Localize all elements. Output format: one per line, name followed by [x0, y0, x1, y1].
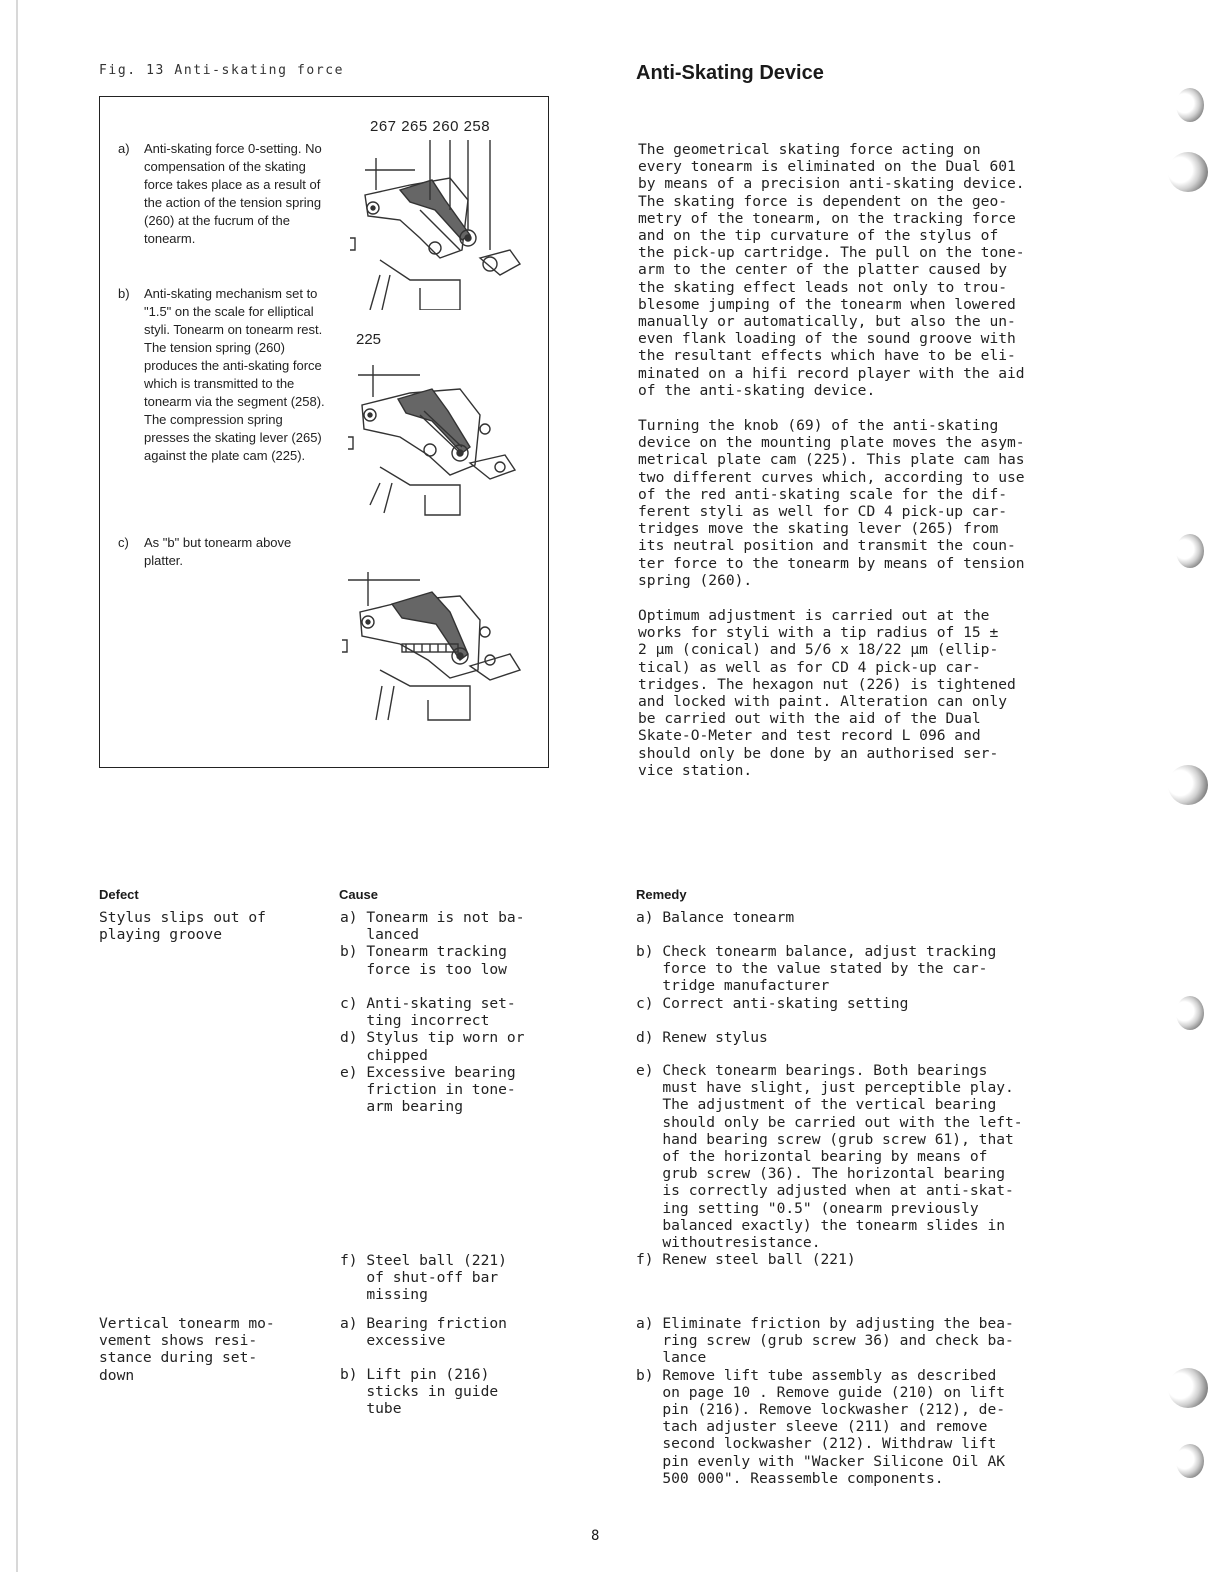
defect-2: Vertical tonearm mo- vement shows resi- stance during set- down	[99, 1315, 275, 1384]
part-number-225: 225	[356, 331, 382, 348]
header-defect: Defect	[99, 887, 139, 902]
section-title: Anti-Skating Device	[636, 62, 824, 84]
binder-hole	[1176, 1444, 1204, 1478]
figure-caption: Fig. 13 Anti-skating force	[99, 63, 345, 78]
item-label: b)	[118, 286, 130, 301]
remedy-1-ef: e) Check tonearm bearings. Both bearings must have slight, just perceptible play. The adjustment of the vertical bearing should only be carried out with the left- hand bearing screw (grub screw 61), that of the horizontal bearing by means of grub screw (36). The horizontal bearing is correctly adjusted when at anti-skat- ing setting "0.5" (onearm previously balanced exactly) the tonearm slides in withoutresistance. f) Renew steel ball (221)	[636, 1062, 1023, 1269]
cause-1-f: f) Steel ball (221) of shut-off bar missing	[340, 1252, 507, 1304]
item-label: c)	[118, 535, 129, 550]
page-number: 8	[591, 1528, 600, 1544]
paragraph-3: Optimum adjustment is carried out at the works for styli with a tip radius of 15 ± 2 µm (conical) and 5/6 x 18/22 µm (ellip- tical) as well as for CD 4 pick-up car- tridges. The hexagon nut (226) is tightened and locked with paint. Alteration can only be carried out with the aid of the Dual Skate-O-Meter and test record L 096 and should only be done by an authorised ser- vice station.	[638, 607, 1016, 779]
mechanism-drawing-b	[340, 355, 540, 525]
mechanism-drawing-c	[340, 570, 540, 740]
cause-1-cde: c) Anti-skating set- ting incorrect d) Stylus tip worn or chipped e) Excessive bearing friction in tone- arm bearing	[340, 995, 525, 1116]
header-cause: Cause	[339, 887, 379, 902]
item-text: As "b" but tonearm above platter.	[144, 535, 292, 568]
item-text: Anti-skating force 0-setting. No compensation of the skating force takes place as a result of the action of the tension spring (260) at the fucrum of the tonearm.	[144, 141, 322, 246]
remedy-1-d: d) Renew stylus	[636, 1029, 768, 1046]
mechanism-drawing-a	[340, 140, 540, 310]
figure-item-c	[118, 534, 328, 570]
binder-hole	[1168, 765, 1208, 805]
item-label: a)	[118, 141, 130, 156]
item-text: Anti-skating mechanism set to "1.5" on the scale for elliptical styli. Tonearm on tonearm rest. The tension spring (260) produces the anti-skating force which is transmitted to the tonearm via the segment (258). The compression spring presses the skating lever (265) against the plate cam (225).	[144, 286, 325, 463]
header-remedy: Remedy	[636, 887, 687, 902]
paragraph-1: The geometrical skating force acting on every tonearm is eliminated on the Dual 601 by means of a precision anti-skating device. The skating force is dependent on the geo- metry of the tonearm, on the tracking force and on the tip curvature of the stylus of the pick-up cartridge. The pull on the tone- arm to the center of the platter caused by the skating effect leads not only to trou- blesome jumping of the tonearm when lowered manually or automatically, but also the un- even flank loading of the sound groove with the resultant effects which have to be eli- minated on a hifi record player with the aid of the anti-skating device.	[638, 141, 1025, 399]
defect-1: Stylus slips out of playing groove	[99, 909, 266, 944]
cause-1-ab: a) Tonearm is not ba- lanced b) Tonearm tracking force is too low	[340, 909, 525, 978]
remedy-1-a: a) Balance tonearm	[636, 909, 795, 926]
binder-hole	[1168, 1368, 1208, 1408]
binder-hole	[1176, 996, 1204, 1030]
cause-2-b: b) Lift pin (216) sticks in guide tube	[340, 1366, 499, 1418]
remedy-1-bc: b) Check tonearm balance, adjust tracking force to the value stated by the car- tridge manufacturer c) Correct anti-skating setting	[636, 943, 997, 1012]
figure-item-a	[118, 140, 328, 248]
cause-2-a: a) Bearing friction excessive	[340, 1315, 507, 1350]
page-edge	[16, 0, 18, 1572]
paragraph-2: Turning the knob (69) of the anti-skating device on the mounting plate moves the asym- metrical plate cam (225). This plate cam has two different curves which, according to use of the red anti-skating scale for the dif- ferent styli as well for CD 4 pick-up car- tridges move the skating lever (265) from its neutral position and transmit the coun- ter force to the tonearm by means of tension spring (260).	[638, 417, 1025, 589]
binder-hole	[1176, 534, 1204, 568]
figure-item-b	[118, 285, 328, 465]
binder-hole	[1168, 152, 1208, 192]
binder-hole	[1176, 88, 1204, 122]
remedy-2: a) Eliminate friction by adjusting the bea- ring screw (grub screw 36) and check ba- lance b) Remove lift tube assembly as described on page 10 . Remove guide (210) on lift pin (216). Remove lockwasher (212), de- tach adjuster sleeve (211) and remove second lockwasher (212). Withdraw lift pin evenly with "Wacker Silicone Oil AK 500 000". Reassemble components.	[636, 1315, 1014, 1487]
part-numbers-top: 267 265 260 258	[370, 118, 491, 135]
